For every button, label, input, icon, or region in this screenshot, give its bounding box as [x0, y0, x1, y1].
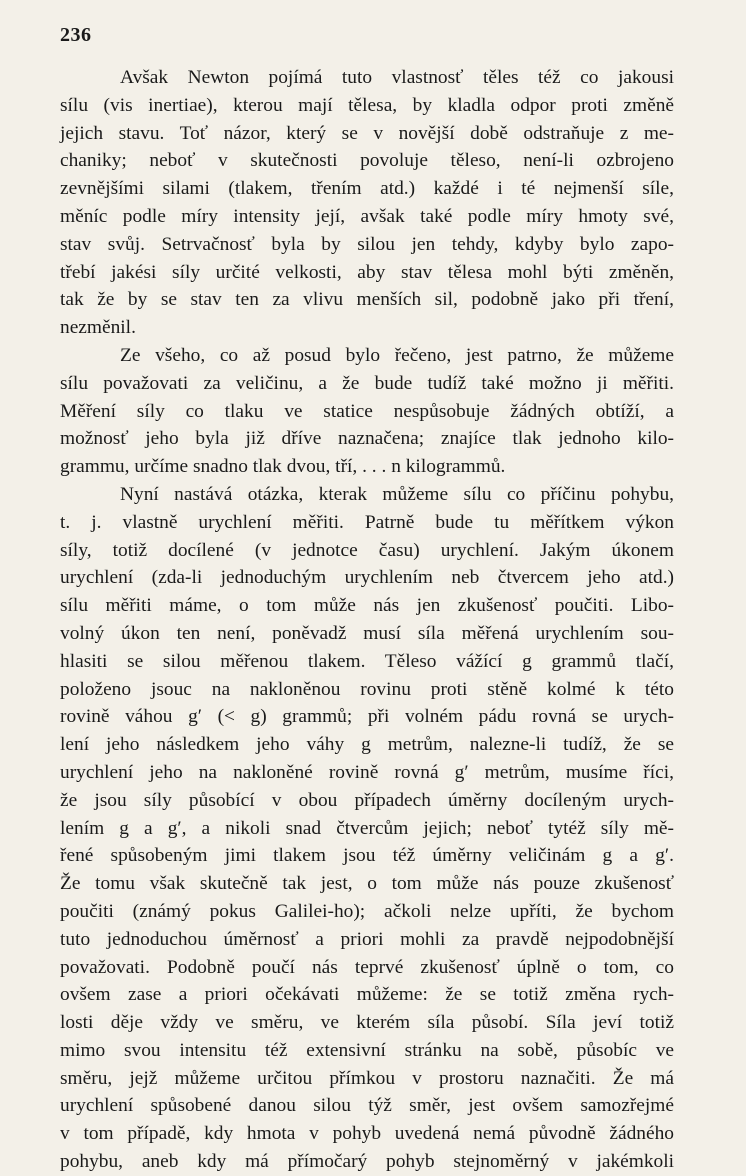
text-line: losti děje vždy ve směru, ve kterém síla působí. Síla jeví totiž: [60, 1012, 674, 1034]
text-line: jejich stavu. Toť názor, který se v novější době odstraňuje z me-: [60, 122, 674, 144]
text-line: urychlení jeho na nakloněné rovině rovná g′ metrům, musíme říci,: [60, 761, 674, 783]
page-number: 236: [60, 24, 92, 46]
text-line: Avšak Newton pojímá tuto vlastnosť těles též co jakousi: [120, 67, 674, 88]
text-line: položeno jsouc na nakloněnou rovinu proti stěně kolmé k této: [60, 678, 674, 700]
text-line: tuto jednoduchou úměrnosť a priori mohli za pravdě nejpodobnější: [60, 928, 674, 950]
text-line: v tom případě, kdy hmota v pohyb uvedená nemá původně žádného: [60, 1123, 674, 1145]
text-line: pohybu, aneb kdy má přímočarý pohyb stejnoměrný v jakémkoli: [60, 1151, 674, 1173]
text-line: urychlení (zda-li jednoduchým urychlením neb čtvercem jeho atd.): [60, 567, 674, 589]
text-line: zevnějšími silami (tlakem, třením atd.) každé i té nejmenší síle,: [60, 178, 674, 200]
text-line: že jsou síly působící v obou případech úměrny docíleným urych-: [60, 789, 674, 811]
text-line: lením g a g′, a nikoli snad čtvercům jejich; neboť tytéž síly mě-: [60, 817, 674, 839]
text-line: volný úkon ten není, poněvadž musí síla měřená urychlením sou-: [60, 622, 674, 644]
text-line: Nyní nastává otázka, kterak můžeme sílu co příčinu pohybu,: [120, 483, 674, 505]
text-line: sílu (vis inertiae), kterou mají tělesa, by kladla odpor proti změně: [60, 94, 674, 116]
text-line: grammu, určíme snadno tlak dvou, tří, . . . n kilogrammů.: [60, 456, 506, 478]
text-line: mimo svou intensitu též extensivní stránku na sobě, působíc ve: [60, 1039, 674, 1061]
body-text: [60, 64, 674, 1176]
text-line: považovati. Podobně poučí nás teprvé zkušenosť úplně o tom, co: [60, 956, 674, 978]
text-line: měníc podle míry intensity její, avšak také podle míry hmoty své,: [60, 205, 674, 227]
text-line: třebí jakési síly určité velkosti, aby stav tělesa mohl býti změněn,: [60, 261, 674, 283]
text-line: chaniky; neboť v skutečnosti povoluje těleso, není-li ozbrojeno: [60, 150, 674, 172]
text-line: Ze všeho, co až posud bylo řečeno, jest patrno, že můžeme: [120, 344, 674, 366]
text-line: urychlení spůsobené danou silou týž směr, jest ovšem samozřejmé: [60, 1095, 674, 1117]
text-line: nezměnil.: [60, 317, 136, 339]
text-line: poučiti (známý pokus Galilei-ho); ačkoli nelze upříti, že bychom: [60, 900, 674, 922]
text-line: rovině váhou g′ (< g) grammů; při volném pádu rovná se urych-: [60, 706, 674, 728]
text-line: možnosť jeho byla již dříve naznačena; znajíce tlak jednoho kilo-: [60, 428, 674, 450]
text-line: tak že by se stav ten za vlivu menších sil, podobně jako při tření,: [60, 289, 674, 311]
text-line: t. j. vlastně urychlení měřiti. Patrně bude tu měřítkem výkon: [60, 511, 674, 533]
text-line: stav svůj. Setrvačnosť byla by silou jen tehdy, kdyby bylo zapo-: [60, 233, 674, 255]
text-line: sílu považovati za veličinu, a že bude tudíž také možno ji měřiti.: [60, 372, 674, 394]
text-line: sílu měřiti máme, o tom může nás jen zkušenosť poučiti. Libo-: [60, 595, 674, 617]
text-line: Že tomu však skutečně tak jest, o tom může nás pouze zkušenosť: [60, 873, 674, 895]
text-line: směru, jejž můžeme určitou přímkou v prostoru naznačiti. Že má: [60, 1067, 674, 1089]
text-line: hlasiti se silou měřenou tlakem. Těleso vážící g grammů tlačí,: [60, 650, 674, 672]
text-line: ovšem zase a priori očekávati můžeme: že se totiž změna rych-: [60, 984, 674, 1006]
text-line: lení jeho následkem jeho váhy g metrům, nalezne-li tudíž, že se: [60, 734, 674, 756]
text-line: řené spůsobeným jimi tlakem jsou též úměrny veličinám g a g′.: [60, 845, 674, 867]
text-line: Měření síly co tlaku ve statice nespůsobuje žádných obtíží, a: [60, 400, 674, 422]
text-line: síly, totiž docílené (v jednotce času) urychlení. Jakým úkonem: [60, 539, 674, 561]
